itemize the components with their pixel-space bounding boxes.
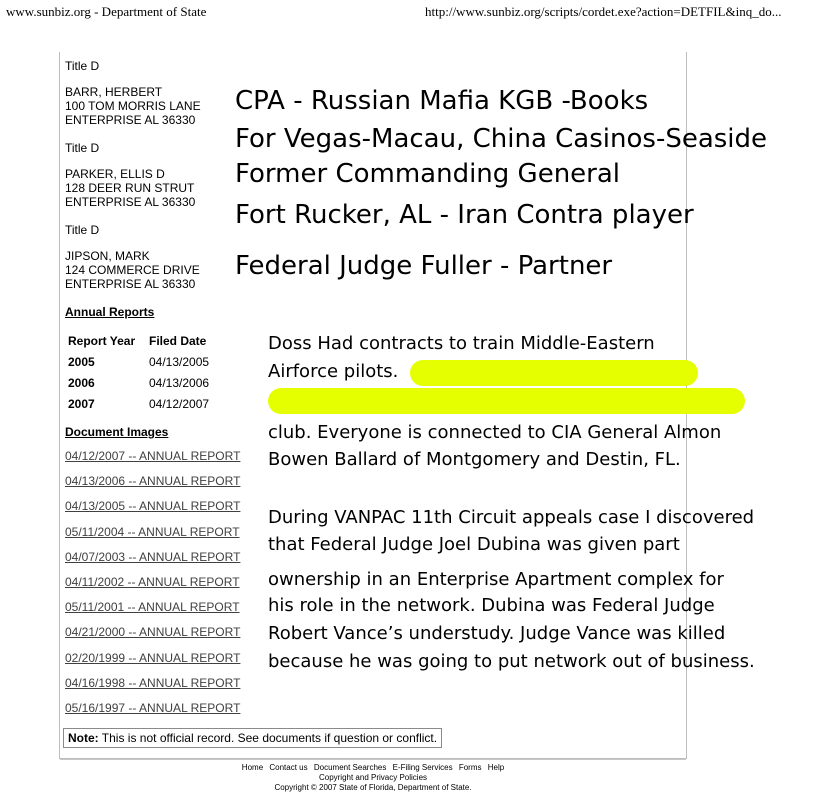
document-images-list — [65, 449, 240, 726]
document-link[interactable]: 04/21/2000 -- ANNUAL REPORT — [65, 625, 241, 640]
officer-title: Title D — [65, 59, 100, 73]
list-item — [65, 701, 240, 726]
table-header-row — [65, 330, 212, 351]
table-row — [65, 372, 212, 393]
document-link[interactable]: 05/16/1997 -- ANNUAL REPORT — [65, 700, 241, 715]
list-item — [65, 525, 240, 550]
browser-header-url: http://www.sunbiz.org/scripts/cordet.exe?action=DETFIL&inq_do... — [425, 4, 782, 19]
officer-title: Title D — [65, 223, 100, 237]
footer-link-help[interactable]: Help — [487, 763, 505, 772]
list-item — [65, 600, 240, 625]
annotation-headline-line: For Vegas-Macau, China Casinos-Seaside — [235, 124, 768, 154]
list-item — [65, 651, 240, 676]
officer-address-line2: ENTERPRISE AL 36330 — [65, 113, 196, 127]
annotation-body-line: During VANPAC 11th Circuit appeals case I discovered — [268, 507, 755, 528]
list-item — [65, 550, 240, 575]
report-year: 2005 — [68, 354, 95, 369]
officer-name: JIPSON, MARK — [65, 249, 150, 263]
document-link[interactable]: 04/13/2006 -- ANNUAL REPORT — [65, 474, 241, 489]
officer-address-line1: 100 TOM MORRIS LANE — [65, 99, 201, 113]
annotation-body-line: his role in the network. Dubina was Federal Judge — [268, 595, 715, 616]
document-link[interactable]: 04/11/2002 -- ANNUAL REPORT — [65, 574, 240, 589]
annotation-body-line: that Federal Judge Joel Dubina was given part — [268, 534, 680, 555]
officer-address-line1: 128 DEER RUN STRUT — [65, 181, 195, 195]
table-row — [65, 351, 212, 372]
annotation-headline-line: CPA - Russian Mafia KGB -Books — [235, 86, 649, 116]
officer-name: PARKER, ELLIS D — [65, 167, 165, 181]
document-link[interactable]: 04/16/1998 -- ANNUAL REPORT — [65, 675, 241, 690]
officer-entry — [65, 85, 201, 127]
list-item — [65, 625, 240, 650]
note-text: This is not official record. See documents if question or conflict. — [101, 731, 438, 745]
list-item — [65, 676, 240, 701]
browser-header-title: www.sunbiz.org - Department of State — [6, 4, 207, 19]
annotation-body-line: ownership in an Enterprise Apartment complex for — [268, 569, 724, 590]
officer-title: Title D — [65, 141, 100, 155]
list-item — [65, 575, 240, 600]
document-link[interactable]: 04/12/2007 -- ANNUAL REPORT — [65, 449, 241, 463]
filed-date: 04/12/2007 — [149, 396, 210, 411]
highlighter-mark — [268, 388, 745, 414]
officer-name: BARR, HERBERT — [65, 85, 163, 99]
document-images-heading: Document Images — [65, 425, 169, 439]
list-item — [65, 474, 240, 499]
annotation-headline-line: Former Commanding General — [235, 159, 621, 189]
footer-links — [60, 763, 686, 773]
officer-address-line1: 124 COMMERCE DRIVE — [65, 263, 200, 277]
footer-link-forms[interactable]: Forms — [458, 763, 482, 772]
footer-link-home[interactable]: Home — [241, 763, 264, 772]
document-link[interactable]: 04/13/2005 -- ANNUAL REPORT — [65, 499, 241, 514]
disclaimer-note — [63, 728, 442, 748]
footer-copyright: Copyright © 2007 State of Florida, Department of State. — [274, 783, 472, 792]
note-label: Note: — [68, 731, 99, 745]
annotation-body-line: Airforce pilots. — [268, 361, 399, 382]
footer-link-efiling[interactable]: E-Filing Services — [392, 763, 453, 772]
document-link[interactable]: 02/20/1999 -- ANNUAL REPORT — [65, 650, 241, 665]
officer-address-line2: ENTERPRISE AL 36330 — [65, 195, 196, 209]
footer-link-document-searches[interactable]: Document Searches — [313, 763, 387, 772]
table-row — [65, 393, 212, 414]
column-header: Filed Date — [149, 333, 207, 348]
site-footer — [60, 759, 686, 793]
footer-link-contact[interactable]: Contact us — [269, 763, 308, 772]
annotation-headline-line: Federal Judge Fuller - Partner — [235, 251, 613, 281]
filed-date: 04/13/2005 — [149, 354, 210, 369]
list-item — [65, 449, 240, 474]
list-item — [65, 499, 240, 524]
highlighter-mark — [410, 360, 698, 386]
column-header: Report Year — [68, 333, 136, 348]
officer-address-line2: ENTERPRISE AL 36330 — [65, 277, 196, 291]
annotation-body-line: Doss Had contracts to train Middle-Eastern — [268, 333, 655, 354]
footer-policies: Copyright and Privacy Policies — [318, 773, 428, 782]
annual-reports-table — [65, 330, 212, 414]
officer-entry — [65, 167, 195, 209]
report-year: 2006 — [68, 375, 95, 390]
annotation-body-line: Robert Vance’s understudy. Judge Vance was killed — [268, 623, 726, 644]
report-year: 2007 — [68, 396, 95, 411]
annotation-body-line: club. Everyone is connected to CIA General Almon — [268, 422, 722, 443]
annual-reports-heading: Annual Reports — [65, 305, 155, 319]
annotation-body-line: Bowen Ballard of Montgomery and Destin, FL. — [268, 449, 681, 470]
document-link[interactable]: 05/11/2004 -- ANNUAL REPORT — [65, 524, 240, 539]
document-link[interactable]: 04/07/2003 -- ANNUAL REPORT — [65, 549, 241, 564]
officer-entry — [65, 249, 200, 291]
annotation-body-line: because he was going to put network out of business. — [268, 651, 755, 672]
filed-date: 04/13/2006 — [149, 375, 210, 390]
annotation-headline-line: Fort Rucker, AL - Iran Contra player — [235, 200, 694, 230]
document-link[interactable]: 05/11/2001 -- ANNUAL REPORT — [65, 600, 240, 615]
